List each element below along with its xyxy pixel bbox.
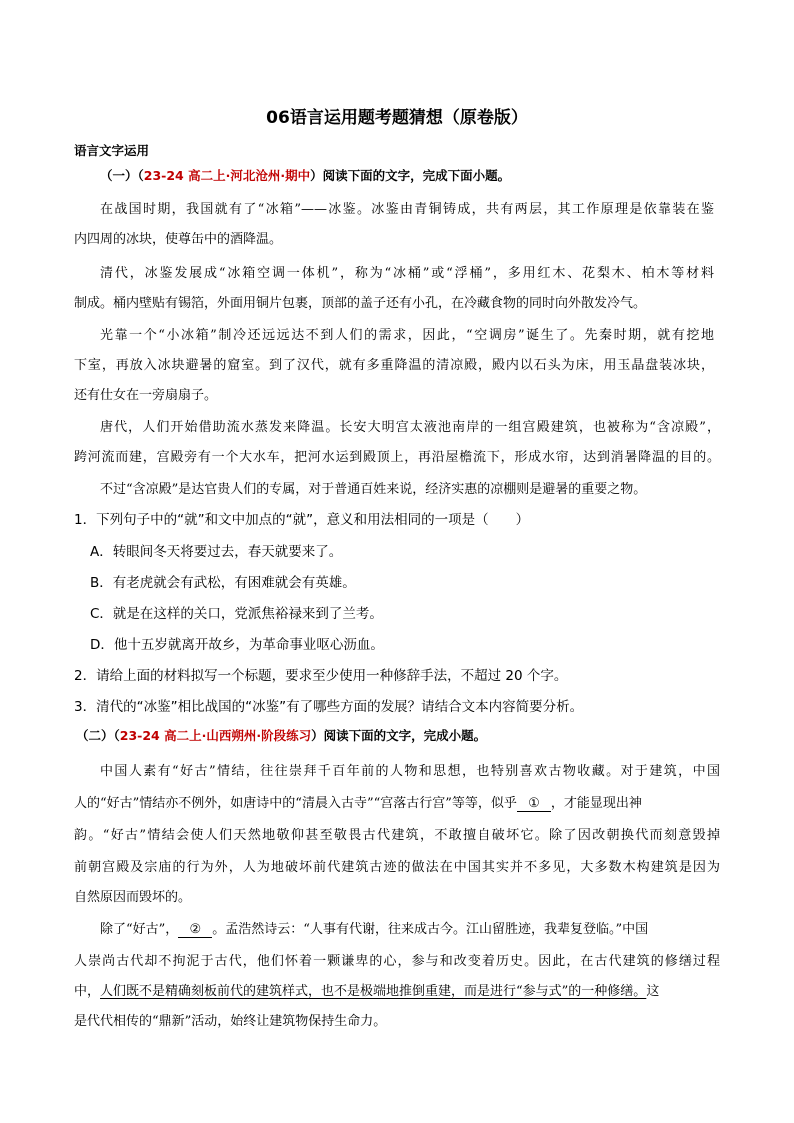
g2-p2-line1-a: 除了“好古”， — [100, 922, 179, 937]
question-1-option-c: C．就是在这样的关口，党派焦裕禄来到了兰考。 — [90, 606, 383, 622]
g2-p1-line1: 中国人素有“好古”情结，往往崇拜千百年前的人物和思想，也特别喜欢古物收藏。对于建筑，中国 — [100, 764, 720, 779]
g2-p1-line3: 韵。“好古”情结会使人们天然地敬仰甚至敬畏古代建筑，不敢擅自破坏它。除了因改朝换代而刻意毁掉 — [74, 828, 720, 843]
g1-p1-line2: 内四周的冰块，使尊缶中的酒降温。 — [74, 232, 283, 247]
g2-p2-line2: 人崇尚古代却不拘泥于古代，他们怀着一颗谦卑的心，参与和改变着历史。因此，在古代建筑的修缮过程 — [74, 954, 720, 969]
group1-suffix: ）阅读下面的文字，完成下面小题。 — [310, 168, 511, 183]
group2-header — [76, 726, 486, 744]
question-2: 2．请给上面的材料拟写一个标题，要求至少使用一种修辞手法，不超过 20 个字。 — [74, 668, 568, 684]
group1-source: 23-24 高二上·河北沧州·期中 — [143, 168, 311, 183]
g1-p2-line1: 清代，冰鉴发展成“冰箱空调一体机”，称为“冰桶”或“浮桶”，多用红木、花梨木、柏木等材料 — [100, 266, 714, 281]
g2-p1-line4: 前朝宫殿及宗庙的行为外，人为地破坏前代建筑古迹的做法在中国其实并不多见，大多数木构建筑是因为 — [74, 860, 720, 875]
question-1-stem: 1．下列句子中的“就”和文中加点的“就”，意义和用法相同的一项是（ ） — [74, 512, 530, 528]
page-title: 06语言运用题考题猜想（原卷版） — [266, 108, 528, 128]
question-1-option-a: A．转眼间冬天将要过去，春天就要来了。 — [90, 544, 343, 560]
g2-p2-line3-a: 中， — [74, 984, 101, 999]
blank-2: ② — [178, 923, 212, 938]
g1-p3-line3: 还有仕女在一旁扇扇子。 — [74, 388, 218, 403]
group2-source: 23-24 高二上·山西朔州·阶段练习 — [119, 728, 312, 743]
g2-p1-line2-a: 人的“好古”情结亦不例外，如唐诗中的“清晨入古寺”“宫落古行宫”等等，似乎 — [74, 796, 517, 811]
section-label: 语言文字运用 — [74, 143, 150, 158]
underlined-sentence: 人们既不是精确刻板前代的建筑样式，也不是极端地推倒重建，而是进行“参与式”的一种修缮。 — [100, 984, 647, 999]
group1-prefix: （一）（ — [100, 168, 144, 183]
g2-p1-line5: 自然原因而毁坏的。 — [74, 890, 192, 905]
group2-prefix: （二）（ — [76, 728, 120, 743]
g1-p4-line1: 唐代，人们开始借助流水蒸发来降温。长安大明宫太液池南岸的一组宫殿建筑，也被称为“含凉殿”， — [100, 420, 720, 435]
g2-p2-line1-b: 。孟浩然诗云：“人事有代谢，往来成古今。江山留胜迹，我辈复登临。”中国 — [212, 922, 649, 937]
g2-p2-line1 — [100, 918, 648, 938]
group2-suffix: ）阅读下面的文字，完成小题。 — [311, 728, 487, 743]
g1-p3-line1: 光靠一个“小冰箱”制冷还远远达不到人们的需求，因此，“空调房”诞生了。先秦时期，就有挖地 — [100, 328, 714, 343]
g1-p4-line2: 跨河流而建，宫殿旁有一个大水车，把河水运到殿顶上，再沿屋檐流下，形成水帘，达到消暑降温的目的。 — [74, 450, 720, 465]
g1-p2-line2: 制成。桶内壁贴有锡箔，外面用铜片包裹，顶部的盖子还有小孔，在冷藏食物的同时向外散发冷气。 — [74, 296, 647, 311]
question-1-option-b: B．有老虎就会有武松，有困难就会有英雄。 — [90, 575, 356, 591]
question-1-option-d: D．他十五岁就离开故乡，为革命事业呕心沥血。 — [90, 637, 384, 653]
question-3: 3．清代的“冰鉴”相比战国的“冰鉴”有了哪些方面的发展？请结合文本内容简要分析。 — [74, 699, 584, 715]
g2-p1-line2 — [74, 792, 642, 812]
group1-header — [100, 166, 510, 184]
blank-1: ① — [517, 797, 551, 812]
g2-p2-line3-b: 这 — [646, 984, 660, 999]
g1-p5-line1: 不过“含凉殿”是达官贵人们的专属，对于普通百姓来说，经济实惠的凉棚则是避暑的重要之物。 — [100, 482, 647, 497]
g2-p2-line4: 是代代相传的“鼎新”活动，始终让建筑物保持生命力。 — [74, 1014, 387, 1029]
g1-p1-line1: 在战国时期，我国就有了“冰箱”——冰鉴。冰鉴由青铜铸成，共有两层，其工作原理是依靠装在鉴 — [100, 202, 714, 217]
g2-p1-line2-b: ，才能显现出神 — [550, 796, 642, 811]
g1-p3-line2: 下室，再放入冰块避暑的窟室。到了汉代，就有多重降温的清凉殿，殿内以石头为床，用玉晶盘装冰块， — [74, 358, 714, 373]
g2-p2-line3 — [74, 980, 659, 999]
